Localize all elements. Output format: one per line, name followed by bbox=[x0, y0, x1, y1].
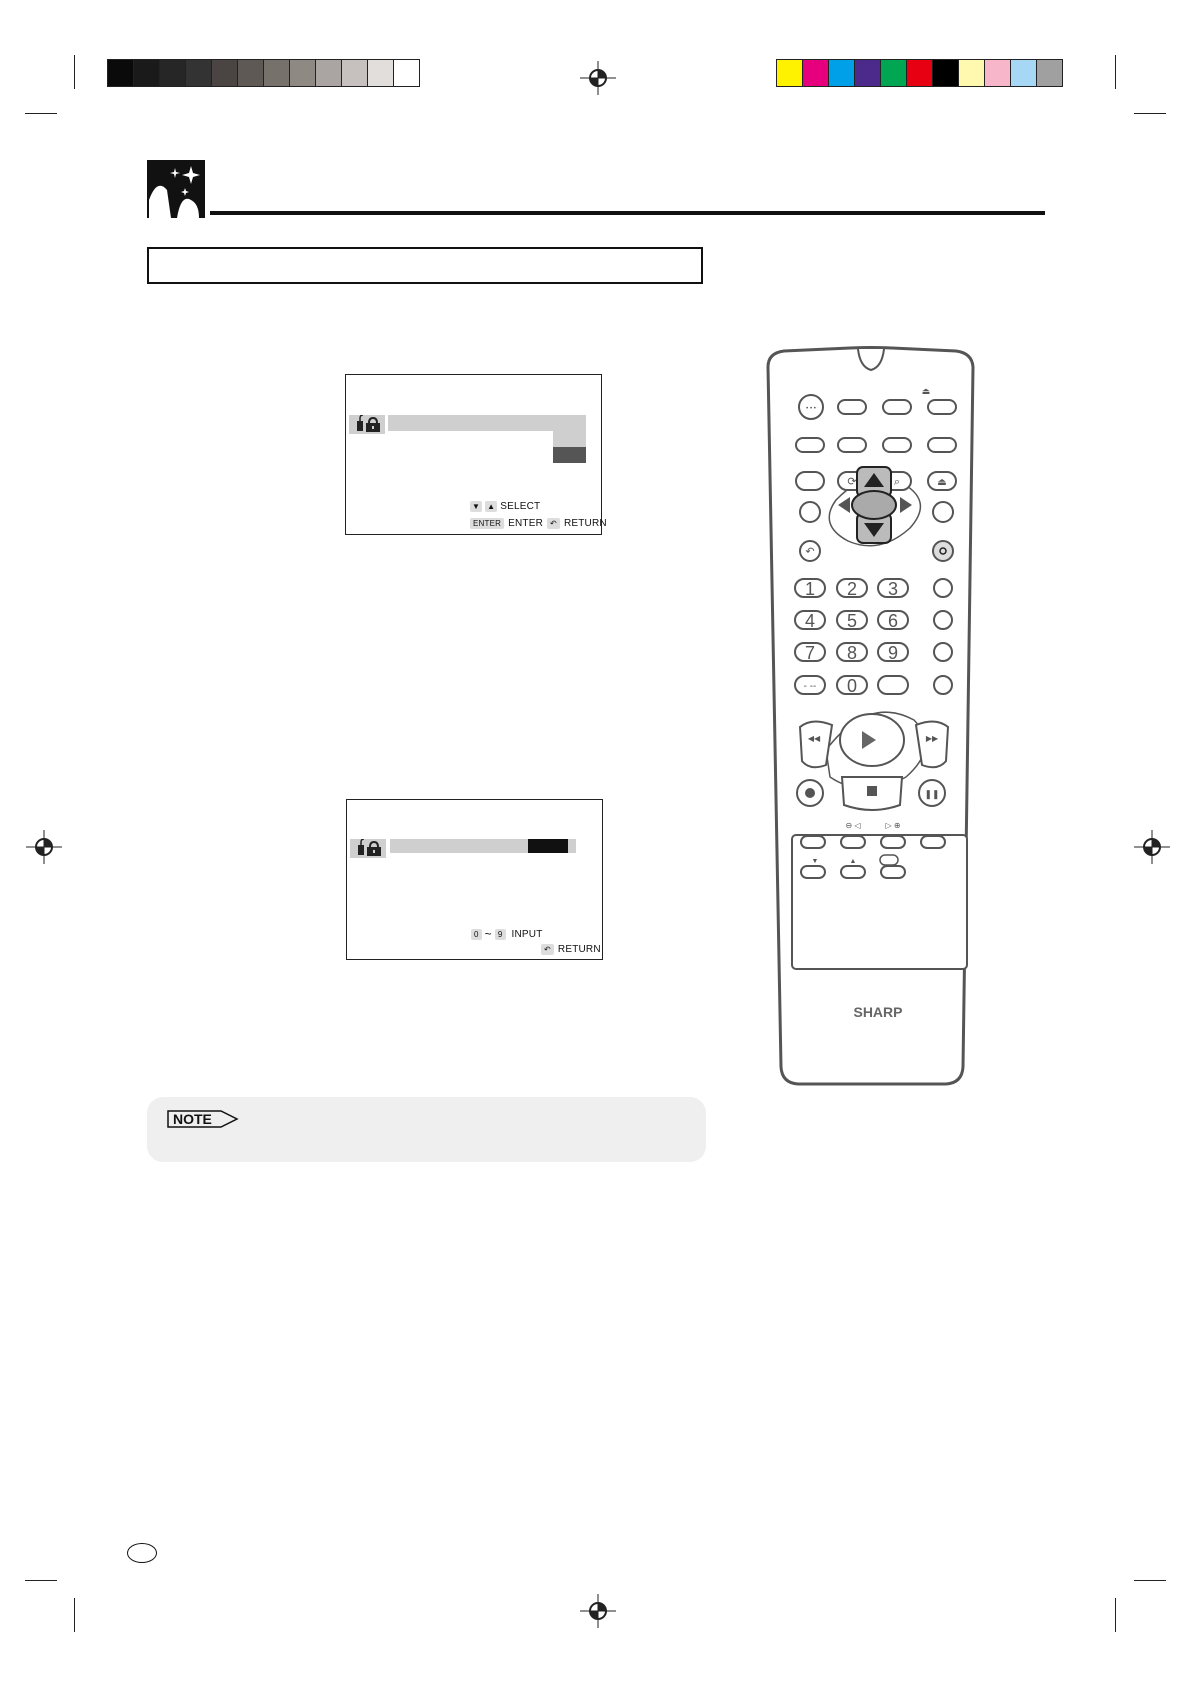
function-button[interactable] bbox=[796, 438, 824, 452]
crop-mark bbox=[74, 55, 75, 89]
return-label: RETURN bbox=[557, 944, 601, 955]
remote-brand: SHARP bbox=[853, 1004, 903, 1020]
crop-mark bbox=[1115, 1598, 1116, 1632]
osd-selected-option bbox=[553, 447, 586, 463]
osd-screen-input bbox=[346, 799, 603, 960]
skip-forward-icon: ▷ ⊕ bbox=[885, 821, 901, 830]
record-icon bbox=[805, 788, 815, 798]
number-label: 9 bbox=[887, 643, 899, 663]
crop-mark bbox=[74, 1598, 75, 1632]
function-button[interactable] bbox=[878, 676, 908, 694]
enter-label: ENTER bbox=[508, 518, 544, 529]
osd-select-guide bbox=[470, 501, 540, 512]
crop-mark bbox=[25, 113, 57, 114]
calibration-swatch bbox=[290, 60, 316, 86]
osd-setting-bar bbox=[388, 415, 586, 431]
registration-mark-icon bbox=[1132, 830, 1172, 864]
repeat-icon: ⟳ bbox=[847, 476, 857, 488]
eject-icon: ⏏ bbox=[921, 386, 931, 396]
calibration-swatch bbox=[959, 60, 985, 86]
fast-forward-button[interactable] bbox=[916, 721, 948, 767]
calibration-swatch bbox=[342, 60, 368, 86]
color-calibration-strip bbox=[776, 59, 1063, 87]
input-from-key: 0 bbox=[471, 929, 482, 940]
crop-mark bbox=[25, 1580, 57, 1581]
side-button[interactable] bbox=[934, 579, 952, 597]
function-button[interactable] bbox=[883, 400, 911, 414]
calibration-swatch bbox=[368, 60, 394, 86]
crop-mark bbox=[1134, 1580, 1166, 1581]
osd-return-guide bbox=[541, 944, 601, 955]
panel-button[interactable] bbox=[841, 866, 865, 878]
open-close-button[interactable] bbox=[928, 400, 956, 414]
panel-button[interactable] bbox=[841, 836, 865, 848]
osd-option-column bbox=[553, 431, 586, 447]
zoom-icon: ⌕ bbox=[893, 476, 901, 488]
osd-password-field bbox=[528, 839, 568, 853]
up-small-icon: ▲ bbox=[849, 858, 857, 865]
pause-icon: ❚❚ bbox=[924, 789, 940, 799]
rewind-button[interactable] bbox=[800, 721, 832, 767]
function-button[interactable] bbox=[883, 438, 911, 452]
grayscale-calibration-strip bbox=[107, 59, 420, 87]
osd-input-guide bbox=[471, 927, 543, 941]
slide-switch[interactable] bbox=[880, 855, 898, 865]
panel-button[interactable] bbox=[801, 866, 825, 878]
panel-button[interactable] bbox=[801, 836, 825, 848]
function-button[interactable] bbox=[928, 438, 956, 452]
calibration-swatch bbox=[160, 60, 186, 86]
input-label: INPUT bbox=[511, 928, 543, 940]
lock-icon bbox=[349, 415, 385, 434]
function-button[interactable] bbox=[796, 472, 824, 490]
note-box bbox=[147, 1097, 706, 1162]
number-label: 4 bbox=[804, 611, 816, 631]
panel-button[interactable] bbox=[921, 836, 945, 848]
calibration-swatch bbox=[777, 60, 803, 86]
return-icon: ↶ bbox=[547, 518, 560, 529]
registration-mark-icon bbox=[578, 1594, 618, 1628]
select-label: SELECT bbox=[500, 501, 541, 512]
side-button[interactable] bbox=[934, 643, 952, 661]
chapter-header-rule bbox=[210, 211, 1045, 215]
side-button[interactable] bbox=[800, 502, 820, 522]
calibration-swatch bbox=[933, 60, 959, 86]
number-label: 3 bbox=[887, 579, 899, 599]
calibration-swatch bbox=[212, 60, 238, 86]
enter-button[interactable] bbox=[852, 491, 896, 519]
return-icon: ↶ bbox=[541, 944, 554, 955]
number-label: 0 bbox=[846, 676, 858, 696]
enter-key: ENTER bbox=[470, 518, 504, 529]
function-button[interactable] bbox=[838, 438, 866, 452]
section-title-box bbox=[147, 247, 703, 284]
number-label: 7 bbox=[804, 643, 816, 663]
number-label: 6 bbox=[887, 611, 899, 631]
crop-mark bbox=[1115, 55, 1116, 89]
calibration-swatch bbox=[907, 60, 933, 86]
chapter-icon bbox=[147, 160, 205, 218]
eject-icon: ⏏ bbox=[937, 477, 947, 488]
crop-mark bbox=[1134, 113, 1166, 114]
number-label: 8 bbox=[846, 643, 858, 663]
up-arrow-icon: ▲ bbox=[487, 502, 496, 511]
calibration-swatch bbox=[108, 60, 134, 86]
dash-label: - -- bbox=[803, 681, 817, 692]
rewind-icon: ◀◀ bbox=[807, 734, 821, 743]
fast-forward-icon: ▶▶ bbox=[925, 734, 939, 743]
cover-panel bbox=[792, 835, 967, 969]
remote-control bbox=[760, 345, 1000, 1090]
note-label: NOTE bbox=[173, 1111, 212, 1127]
calibration-swatch bbox=[855, 60, 881, 86]
calibration-swatch bbox=[238, 60, 264, 86]
calibration-swatch bbox=[803, 60, 829, 86]
input-to-key: 9 bbox=[495, 929, 506, 940]
down-arrow-icon: ▼ bbox=[472, 502, 481, 511]
return-label: RETURN bbox=[563, 518, 607, 529]
calibration-swatch bbox=[1037, 60, 1062, 86]
calibration-swatch bbox=[264, 60, 290, 86]
page-number-oval bbox=[127, 1543, 157, 1563]
panel-button[interactable] bbox=[881, 866, 905, 878]
down-small-icon: ▼ bbox=[811, 858, 819, 865]
lock-icon bbox=[350, 839, 386, 858]
side-button[interactable] bbox=[934, 611, 952, 629]
calibration-swatch bbox=[394, 60, 419, 86]
skip-back-icon: ⊖ ◁ bbox=[845, 821, 861, 830]
calibration-swatch bbox=[985, 60, 1011, 86]
input-tilde: ~ bbox=[484, 927, 492, 941]
registration-mark-icon bbox=[578, 61, 618, 95]
calibration-swatch bbox=[316, 60, 342, 86]
function-button[interactable] bbox=[838, 400, 866, 414]
registration-mark-icon bbox=[24, 830, 64, 864]
calibration-swatch bbox=[881, 60, 907, 86]
setup-button[interactable] bbox=[933, 541, 953, 561]
side-button[interactable] bbox=[933, 502, 953, 522]
calibration-swatch bbox=[134, 60, 160, 86]
number-label: 1 bbox=[804, 579, 816, 599]
osd-enter-return-guide bbox=[470, 518, 607, 529]
calibration-swatch bbox=[1011, 60, 1037, 86]
stop-icon bbox=[867, 786, 877, 796]
panel-button[interactable] bbox=[881, 836, 905, 848]
number-label: 2 bbox=[846, 579, 858, 599]
calibration-swatch bbox=[829, 60, 855, 86]
number-label: 5 bbox=[846, 611, 858, 631]
osd-screen-select bbox=[345, 374, 607, 535]
return-icon: ↶ bbox=[805, 546, 815, 558]
side-button[interactable] bbox=[934, 676, 952, 694]
dots-label: • • • bbox=[806, 406, 816, 412]
calibration-swatch bbox=[186, 60, 212, 86]
